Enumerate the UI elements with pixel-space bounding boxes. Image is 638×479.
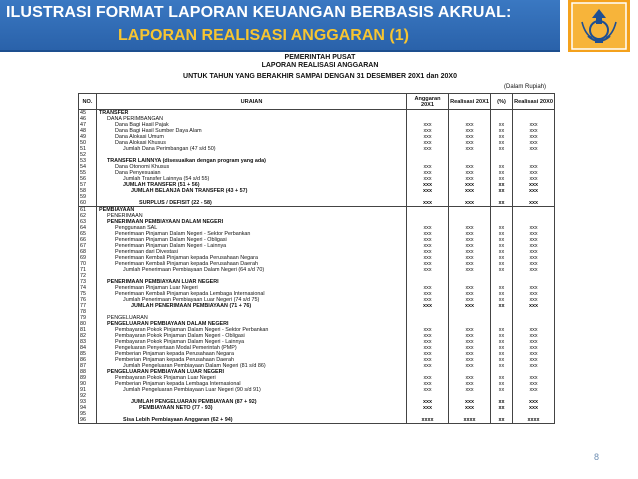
row-number: 61 xyxy=(79,207,97,214)
row-value: xxx xyxy=(513,249,555,255)
row-value: xxx xyxy=(513,231,555,237)
row-value: xxx xyxy=(449,375,491,381)
row-value: xxx xyxy=(407,339,449,345)
row-number: 50 xyxy=(79,140,97,146)
row-value: xxx xyxy=(407,399,449,405)
row-label: Pembayaran Pokok Pinjaman Dalam Negeri - Obligasi xyxy=(97,333,407,339)
row-value: xxx xyxy=(449,170,491,176)
row-value: xxx xyxy=(449,200,491,207)
row-number: 56 xyxy=(79,176,97,182)
row-number: 65 xyxy=(79,231,97,237)
row-label: PENGELUARAN xyxy=(97,315,407,321)
row-value: xx xyxy=(491,146,513,152)
row-label: Penerimaan Pinjaman Luar Negeri xyxy=(97,285,407,291)
row-number: 57 xyxy=(79,182,97,188)
row-value: xxx xyxy=(407,285,449,291)
report-period: UNTUK TAHUN YANG BERAKHIR SAMPAI DENGAN 31 DESEMBER 20X1 dan 20X0 xyxy=(183,73,457,80)
row-label: JUMLAH PENGELUARAN PEMBIAYAAN (87 + 92) xyxy=(97,399,407,405)
row-value: xxx xyxy=(449,291,491,297)
row-number: 79 xyxy=(79,315,97,321)
row-value: xxx xyxy=(407,381,449,387)
column-header-percent: (%) xyxy=(491,94,513,110)
row-value: xxx xyxy=(449,140,491,146)
row-value: xxx xyxy=(407,140,449,146)
row-label: Jumlah Penerimaan Pembiayaan Luar Negeri (74 s/d 75) xyxy=(97,297,407,303)
row-value: xxx xyxy=(449,122,491,128)
row-value: xx xyxy=(491,128,513,134)
row-label: PEMBIAYAAN xyxy=(97,207,407,214)
row-value: xxx xyxy=(513,243,555,249)
row-number: 87 xyxy=(79,363,97,369)
row-number: 84 xyxy=(79,345,97,351)
row-label: Penerimaan Pinjaman Dalam Negeri - Sektor Perbankan xyxy=(97,231,407,237)
row-value: xxx xyxy=(513,237,555,243)
row-value: xxx xyxy=(407,261,449,267)
row-value: xx xyxy=(491,225,513,231)
row-value: xxx xyxy=(513,333,555,339)
row-value: xxx xyxy=(449,327,491,333)
row-value: xxx xyxy=(513,351,555,357)
row-value: xxx xyxy=(449,225,491,231)
row-value: xxx xyxy=(407,249,449,255)
row-number: 64 xyxy=(79,225,97,231)
row-value: xx xyxy=(491,357,513,363)
row-value: xxx xyxy=(449,333,491,339)
row-number: 63 xyxy=(79,219,97,225)
row-label: TRANSFER LAINNYA (disesuaikan dengan program yang ada) xyxy=(97,158,407,164)
row-value: xx xyxy=(491,351,513,357)
row-value: xxx xyxy=(407,188,449,194)
row-value: xxx xyxy=(407,237,449,243)
row-value: xxx xyxy=(407,225,449,231)
row-value: xxx xyxy=(407,375,449,381)
row-value: xxx xyxy=(407,182,449,188)
row-label: Dana Bagi Hasil Sumber Daya Alam xyxy=(97,128,407,134)
row-label: Dana Penyesuaian xyxy=(97,170,407,176)
row-number: 81 xyxy=(79,327,97,333)
row-label: Sisa Lebih Pembiayaan Anggaran (62 + 94) xyxy=(97,417,407,424)
row-label: Penerimaan Pinjaman Dalam Negeri - Obligasi xyxy=(97,237,407,243)
row-value: xxx xyxy=(407,303,449,309)
row-value: xxx xyxy=(407,327,449,333)
row-value: xxx xyxy=(513,176,555,182)
report-entity: PEMERINTAH PUSAT xyxy=(284,54,356,61)
report-unit: (Dalam Rupiah) xyxy=(504,84,547,90)
row-number: 70 xyxy=(79,261,97,267)
row-value: xx xyxy=(491,381,513,387)
row-value: xxx xyxy=(513,140,555,146)
row-label: Dana Bagi Hasil Pajak xyxy=(97,122,407,128)
row-value: xxx xyxy=(449,188,491,194)
row-label: PENERIMAAN PEMBIAYAAN DALAM NEGERI xyxy=(97,219,407,225)
row-label: Pembayaran Pokok Pinjaman Luar Negeri xyxy=(97,375,407,381)
row-value: xxx xyxy=(449,339,491,345)
row-value: xxx xyxy=(513,261,555,267)
row-label: Penerimaan Kembali Pinjaman kepada Perusahaan Daerah xyxy=(97,261,407,267)
row-value: xxx xyxy=(513,363,555,369)
row-value: xx xyxy=(491,363,513,369)
row-value: xxx xyxy=(407,345,449,351)
row-number: 47 xyxy=(79,122,97,128)
row-label: Pemberian Pinjaman kepada Perusahaan Negara xyxy=(97,351,407,357)
row-value: xxx xyxy=(407,134,449,140)
row-value: xx xyxy=(491,297,513,303)
row-value: xxx xyxy=(407,170,449,176)
row-number: 59 xyxy=(79,194,97,200)
row-number: 93 xyxy=(79,399,97,405)
row-value: xxx xyxy=(513,327,555,333)
row-value: xxx xyxy=(407,267,449,273)
row-value: xxxx xyxy=(407,417,449,424)
row-value: xx xyxy=(491,399,513,405)
row-value: xxx xyxy=(449,231,491,237)
row-value: xxx xyxy=(513,134,555,140)
budget-realization-table xyxy=(78,93,555,424)
table-header-row xyxy=(79,94,555,110)
row-value: xx xyxy=(491,333,513,339)
row-value: xxx xyxy=(449,164,491,170)
row-value: xx xyxy=(491,249,513,255)
row-value: xxx xyxy=(407,405,449,411)
row-value: xxx xyxy=(407,387,449,393)
row-value: xxx xyxy=(449,182,491,188)
row-value: xx xyxy=(491,345,513,351)
row-number: 62 xyxy=(79,213,97,219)
row-value: xx xyxy=(491,255,513,261)
row-value: xxx xyxy=(513,146,555,152)
row-value: xxx xyxy=(513,381,555,387)
row-label: PENERIMAAN PEMBIAYAAN LUAR NEGERI xyxy=(97,279,407,285)
row-value: xxx xyxy=(407,128,449,134)
row-value: xxx xyxy=(449,357,491,363)
row-value: xxx xyxy=(513,297,555,303)
row-label: JUMLAH PENERIMAAN PEMBIAYAAN (71 + 76) xyxy=(97,303,407,309)
row-value: xxx xyxy=(513,267,555,273)
row-number: 68 xyxy=(79,249,97,255)
row-label: Penerimaan Kembali Pinjaman kepada Lembaga Internasional xyxy=(97,291,407,297)
row-value: xxx xyxy=(449,351,491,357)
row-number: 96 xyxy=(79,417,97,424)
row-value: xxx xyxy=(513,225,555,231)
row-value: xxx xyxy=(407,351,449,357)
row-value: xxx xyxy=(449,399,491,405)
row-value: xx xyxy=(491,122,513,128)
row-number: 67 xyxy=(79,243,97,249)
slide-header xyxy=(0,0,560,52)
row-number: 91 xyxy=(79,387,97,393)
row-value: xxx xyxy=(407,164,449,170)
row-value: xxx xyxy=(449,237,491,243)
row-label: TRANSFER xyxy=(97,110,407,117)
slide-title: ILUSTRASI FORMAT LAPORAN KEUANGAN BERBASIS AKRUAL: xyxy=(6,4,512,21)
row-value: xxx xyxy=(513,170,555,176)
row-number: 85 xyxy=(79,351,97,357)
row-value: xxx xyxy=(449,128,491,134)
row-number: 75 xyxy=(79,291,97,297)
row-value: xxx xyxy=(449,387,491,393)
row-value: xxx xyxy=(513,291,555,297)
row-number: 46 xyxy=(79,116,97,122)
row-value: xxx xyxy=(449,345,491,351)
row-value: xx xyxy=(491,375,513,381)
row-label: Jumlah Penerimaan Pembiayaan Dalam Negeri (64 s/d 70) xyxy=(97,267,407,273)
row-value: xxx xyxy=(513,405,555,411)
row-value: xx xyxy=(491,405,513,411)
row-value: xxx xyxy=(449,243,491,249)
column-header-realisasi-prev: Realisasi 20X0 xyxy=(513,94,555,110)
row-value: xxx xyxy=(513,399,555,405)
row-label: DANA PERIMBANGAN xyxy=(97,116,407,122)
row-value: xx xyxy=(491,291,513,297)
row-number: 80 xyxy=(79,321,97,327)
row-value: xx xyxy=(491,164,513,170)
row-value: xxx xyxy=(449,267,491,273)
row-value: xxx xyxy=(513,357,555,363)
row-value: xx xyxy=(491,339,513,345)
report-title: LAPORAN REALISASI ANGGARAN xyxy=(261,62,379,69)
row-label: Penerimaan Kembali Pinjaman kepada Perusahaan Negara xyxy=(97,255,407,261)
row-number: 88 xyxy=(79,369,97,375)
row-value: xx xyxy=(491,170,513,176)
row-value: xxx xyxy=(513,345,555,351)
row-value: xxxx xyxy=(449,417,491,424)
row-value: xx xyxy=(491,261,513,267)
row-number: 45 xyxy=(79,110,97,117)
row-label: JUMLAH BELANJA DAN TRANSFER (43 + 57) xyxy=(97,188,407,194)
row-label: Jumlah Dana Perimbangan (47 s/d 50) xyxy=(97,146,407,152)
row-label: Pengeluaran Penyertaan Modal Pemerintah (PMP) xyxy=(97,345,407,351)
row-value: xxx xyxy=(513,188,555,194)
row-value: xxx xyxy=(407,146,449,152)
row-value: xxx xyxy=(449,146,491,152)
row-value: xxx xyxy=(449,405,491,411)
report-document xyxy=(70,52,570,479)
row-value: xxx xyxy=(513,164,555,170)
row-value: xxx xyxy=(513,255,555,261)
row-value: xxx xyxy=(449,381,491,387)
row-value: xxx xyxy=(407,200,449,207)
row-label: PENGELUARAN PEMBIAYAAN LUAR NEGERI xyxy=(97,369,407,375)
column-header-realisasi: Realisasi 20X1 xyxy=(449,94,491,110)
row-label: PEMBIAYAAN NETO (77 - 93) xyxy=(97,405,407,411)
row-value: xxx xyxy=(407,176,449,182)
row-label: Dana Alokasi Umum xyxy=(97,134,407,140)
row-value: xx xyxy=(491,417,513,424)
row-value: xxx xyxy=(449,249,491,255)
row-label: JUMLAH TRANSFER (51 + 56) xyxy=(97,182,407,188)
row-value: xxx xyxy=(513,182,555,188)
row-value: xxx xyxy=(513,339,555,345)
row-value: xxx xyxy=(513,122,555,128)
row-value: xxx xyxy=(407,333,449,339)
row-number: 72 xyxy=(79,273,97,279)
row-value: xxx xyxy=(407,122,449,128)
column-header-uraian: URAIAN xyxy=(97,94,407,110)
row-number: 83 xyxy=(79,339,97,345)
row-value: xxx xyxy=(407,231,449,237)
row-value: xxx xyxy=(407,243,449,249)
row-value: xxx xyxy=(449,255,491,261)
row-value: xx xyxy=(491,285,513,291)
row-number: 94 xyxy=(79,405,97,411)
row-value: xxx xyxy=(513,387,555,393)
row-value: xxx xyxy=(513,303,555,309)
row-value: xxx xyxy=(513,375,555,381)
row-number: 69 xyxy=(79,255,97,261)
row-number: 66 xyxy=(79,237,97,243)
row-label: Penerimaan dari Divestasi xyxy=(97,249,407,255)
row-number: 53 xyxy=(79,158,97,164)
row-label: Dana Otonomi Khusus xyxy=(97,164,407,170)
row-number: 48 xyxy=(79,128,97,134)
row-value: xxx xyxy=(407,357,449,363)
row-label: Pembayaran Pokok Pinjaman Dalam Negeri - Sektor Perbankan xyxy=(97,327,407,333)
row-value: xxx xyxy=(449,363,491,369)
row-number: 60 xyxy=(79,200,97,207)
row-number: 77 xyxy=(79,303,97,309)
page-number: 8 xyxy=(594,452,600,462)
kemenkeu-emblem-icon xyxy=(568,0,630,52)
row-value: xxxx xyxy=(513,417,555,424)
row-value: xx xyxy=(491,237,513,243)
row-label: SURPLUS / DEFISIT (22 - 58) xyxy=(97,200,407,207)
row-number: 52 xyxy=(79,152,97,158)
row-number: 89 xyxy=(79,375,97,381)
row-label: Jumlah Pengeluaran Pembiayaan Dalam Negeri (81 s/d 86) xyxy=(97,363,407,369)
row-value: xx xyxy=(491,267,513,273)
row-value: xxx xyxy=(449,261,491,267)
row-value: xxx xyxy=(513,285,555,291)
row-value: xxx xyxy=(449,297,491,303)
row-value: xx xyxy=(491,231,513,237)
row-number: 51 xyxy=(79,146,97,152)
row-value: xx xyxy=(491,182,513,188)
row-label: Dana Alokasi Khusus xyxy=(97,140,407,146)
row-value: xx xyxy=(491,243,513,249)
row-number: 74 xyxy=(79,285,97,291)
row-value: xx xyxy=(491,387,513,393)
row-value: xxx xyxy=(449,285,491,291)
row-value: xxx xyxy=(407,291,449,297)
row-label: Penggunaan SAL xyxy=(97,225,407,231)
row-value: xx xyxy=(491,134,513,140)
column-header-anggaran: Anggaran 20X1 xyxy=(407,94,449,110)
row-number: 55 xyxy=(79,170,97,176)
row-number: 49 xyxy=(79,134,97,140)
row-number: 78 xyxy=(79,309,97,315)
row-number: 82 xyxy=(79,333,97,339)
row-number: 58 xyxy=(79,188,97,194)
row-label: Pemberian Pinjaman kepada Perusahaan Daerah xyxy=(97,357,407,363)
row-number: 95 xyxy=(79,411,97,417)
row-number: 76 xyxy=(79,297,97,303)
row-value: xxx xyxy=(449,303,491,309)
row-number: 86 xyxy=(79,357,97,363)
row-value: xxx xyxy=(449,176,491,182)
row-value: xx xyxy=(491,176,513,182)
row-label: Penerimaan Pinjaman Dalam Negeri - Lainnya xyxy=(97,243,407,249)
row-value: xx xyxy=(491,188,513,194)
row-value: xxx xyxy=(407,297,449,303)
row-value: xxx xyxy=(449,134,491,140)
table-row xyxy=(79,417,555,424)
column-header-no: NO. xyxy=(79,94,97,110)
row-value: xx xyxy=(491,140,513,146)
row-number: 90 xyxy=(79,381,97,387)
row-number: 73 xyxy=(79,279,97,285)
row-label: PENGELUARAN PEMBIAYAAN DALAM NEGERI xyxy=(97,321,407,327)
row-label: Pembayaran Pokok Pinjaman Dalam Negeri - Lainnya xyxy=(97,339,407,345)
row-value: xx xyxy=(491,200,513,207)
row-value: xxx xyxy=(513,200,555,207)
row-label: Jumlah Pengeluaran Pembiayaan Luar Negeri (90 s/d 91) xyxy=(97,387,407,393)
row-label: Jumlah Transfer Lainnya (54 s/d 55) xyxy=(97,176,407,182)
row-value: xxx xyxy=(513,128,555,134)
row-value: xxx xyxy=(407,363,449,369)
slide-subtitle: LAPORAN REALISASI ANGGARAN (1) xyxy=(118,27,409,44)
row-label: Pemberian Pinjaman kepada Lembaga Internasional xyxy=(97,381,407,387)
row-number: 92 xyxy=(79,393,97,399)
row-label: PENERIMAAN xyxy=(97,213,407,219)
row-value: xx xyxy=(491,327,513,333)
row-number: 71 xyxy=(79,267,97,273)
row-value: xxx xyxy=(407,255,449,261)
row-value: xx xyxy=(491,303,513,309)
row-number: 54 xyxy=(79,164,97,170)
